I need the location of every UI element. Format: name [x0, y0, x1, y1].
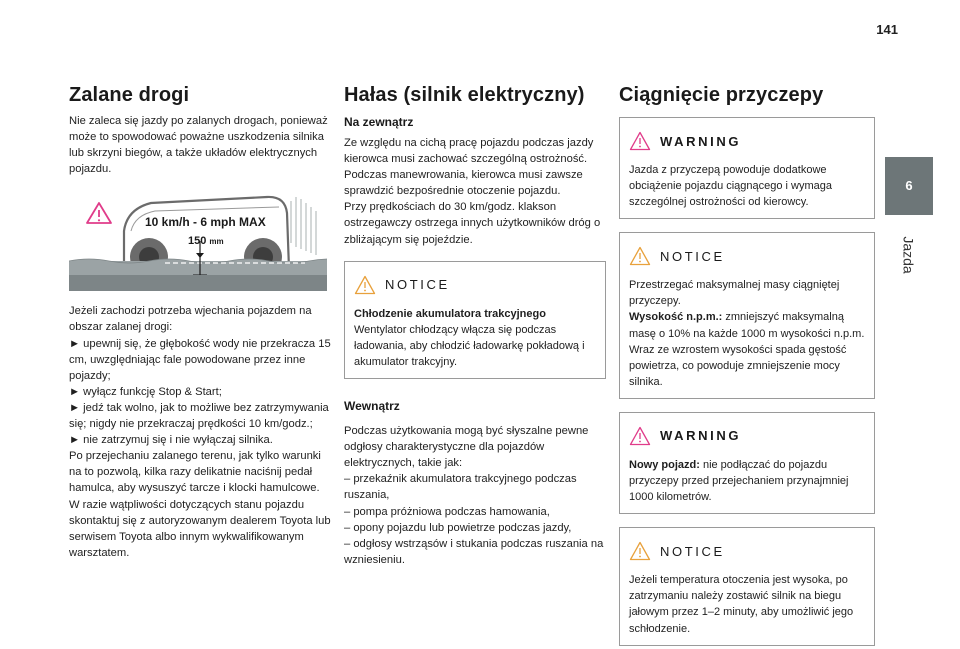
notice-text: Przestrzegać maksymalnej masy ciągniętej przyczepy.: [629, 279, 840, 308]
inside-line: – przekaźnik akumulatora trakcyjnego podczas ruszania,: [344, 473, 577, 502]
depth-value: 150: [188, 235, 207, 248]
notice-box-battery-cooling: [344, 261, 606, 379]
depth-unit: mm: [209, 237, 224, 247]
notice-header: [629, 243, 865, 269]
outside-line: Przy prędkościach do 30 km/godz. klakson ostrzegawczy ostrzega innych użytkowników dróg o zbliżającym się pojeździe.: [344, 201, 601, 246]
notice-box-idle-cooling: [619, 527, 875, 645]
section-title-towing: Ciągnięcie przyczepy: [619, 84, 824, 106]
section-title-flooded-roads: Zalane drogi: [69, 84, 190, 106]
heading-outside: Na zewnątrz: [344, 115, 414, 129]
flooded-body-line: ► jedź tak wolno, jak to możliwe bez zatrzymywania się; nigdy nie przekraczaj prędkości 10 km/godz.;: [69, 401, 329, 431]
notice-header: [354, 272, 596, 298]
illustration-speed-limit: 10 km/h - 6 mph MAX: [145, 215, 266, 230]
warning-triangle-icon: [629, 246, 651, 266]
column-towing: [619, 84, 875, 646]
warning-label: WARNING: [660, 428, 742, 444]
heading-inside: Wewnątrz: [344, 399, 400, 414]
column-noise: [344, 84, 606, 568]
illustration-water-depth: [188, 235, 224, 247]
chapter-label: [885, 225, 933, 285]
section-title-noise: Hałas (silnik elektryczny): [344, 84, 585, 106]
notice-header: [629, 538, 865, 564]
warning-triangle-icon: [629, 541, 651, 561]
warning-text: Jazda z przyczepą powoduje dodatkowe obciążenie pojazdu ciągnącego i wymaga szczególnej ostrożności od kierowcy.: [629, 164, 833, 209]
notice-label: NOTICE: [660, 248, 725, 264]
notice-label: NOTICE: [385, 277, 450, 293]
flooded-body-line: W razie wątpliwości dotyczących stanu pojazdu skontaktuj się z autoryzowanym dealerem Toyota lub serwisem Toyota albo innym wykwalifikowanym warsztatem.: [69, 498, 331, 559]
warning-text: Nowy pojazd: nie podłączać do pojazdu przyczepy przed przejechaniem przynajmniej 1000 kilometrów.: [629, 458, 849, 504]
notice-label: NOTICE: [660, 543, 725, 559]
flooded-body-line: Jeżeli zachodzi potrzeba wjechania pojazdem na obszar zalanej drogi:: [69, 305, 312, 334]
flooded-road-illustration: [69, 191, 327, 291]
inside-line: – odgłosy wstrząsów i stukania podczas ruszania na wzniesieniu.: [344, 537, 604, 566]
flooded-body-line: ► wyłącz funkcję Stop & Start;: [69, 385, 222, 398]
warning-triangle-icon: [354, 275, 376, 295]
inside-line: Podczas użytkowania mogą być słyszalne pewne odgłosy charakterystyczne dla pojazdów elektrycznych, takie jak:: [344, 425, 589, 470]
page-number: 141: [876, 22, 898, 37]
warning-triangle-icon: [629, 426, 651, 446]
warning-box-new-vehicle: [619, 412, 875, 514]
warning-triangle-icon: [629, 131, 651, 151]
chapter-tab[interactable]: 6: [885, 157, 933, 215]
outside-line: Ze względu na cichą pracę pojazdu podczas jazdy kierowca musi zachować szczególną ostrożność.: [344, 137, 594, 166]
notice-bold-heading: Chłodzenie akumulatora trakcyjnego: [354, 307, 546, 320]
flooded-body-line: ► upewnij się, że głębokość wody nie przekracza 15 cm, uwzględniając fale powodowane przez inne pojazdy;: [69, 337, 331, 382]
flooded-body-line: Po przejechaniu zalanego terenu, jak tylko warunki na to pozwolą, kilka razy delikatnie naciśnij pedał hamulca, aby wysuszyć tarcze i klocki hamulcowe.: [69, 450, 321, 495]
warning-box-trailer-load: [619, 117, 875, 219]
inside-line: – pompa próżniowa podczas hamowania,: [344, 505, 550, 518]
outside-line: Podczas manewrowania, kierowca musi zawsze sprawdzić bezpośrednie otoczenie pojazdu.: [344, 169, 583, 198]
notice-text: Wentylator chłodzący włącza się podczas ładowania, aby chłodzić ładowarkę pokładową i akumulator trakcyjny.: [354, 323, 585, 368]
warning-header: [629, 423, 865, 449]
chapter-label-text: Jazda: [900, 236, 917, 274]
warning-label: WARNING: [660, 133, 742, 149]
inside-line: – opony pojazdu lub powietrze podczas jazdy,: [344, 521, 572, 534]
notice-text: Jeżeli temperatura otoczenia jest wysoka, po zatrzymaniu należy zostawić silnik na biegu jałowym przez 1–2 minuty, aby umożliwić jego schłodzenie.: [629, 574, 854, 635]
flooded-body-line: ► nie zatrzymuj się i nie wyłączaj silnika.: [69, 434, 273, 447]
notice-altitude-text: Wysokość n.p.m.: zmniejszyć maksymalną masę o 10% na każde 1000 m wysokości n.p.m. Wraz ze wzrostem wysokości spada gęstość powietrza, co powoduje zmniejszenie mocy silnika.: [629, 311, 865, 388]
warning-header: [629, 128, 865, 154]
column-flooded-roads: [69, 84, 331, 561]
flooded-intro: Nie zaleca się jazdy po zalanych drogach, ponieważ może to spowodować poważne uszkodzenia silnika lub skrzyni biegów, a także układów elektrycznych pojazdu.: [69, 115, 328, 176]
notice-box-trailer-mass: [619, 232, 875, 399]
